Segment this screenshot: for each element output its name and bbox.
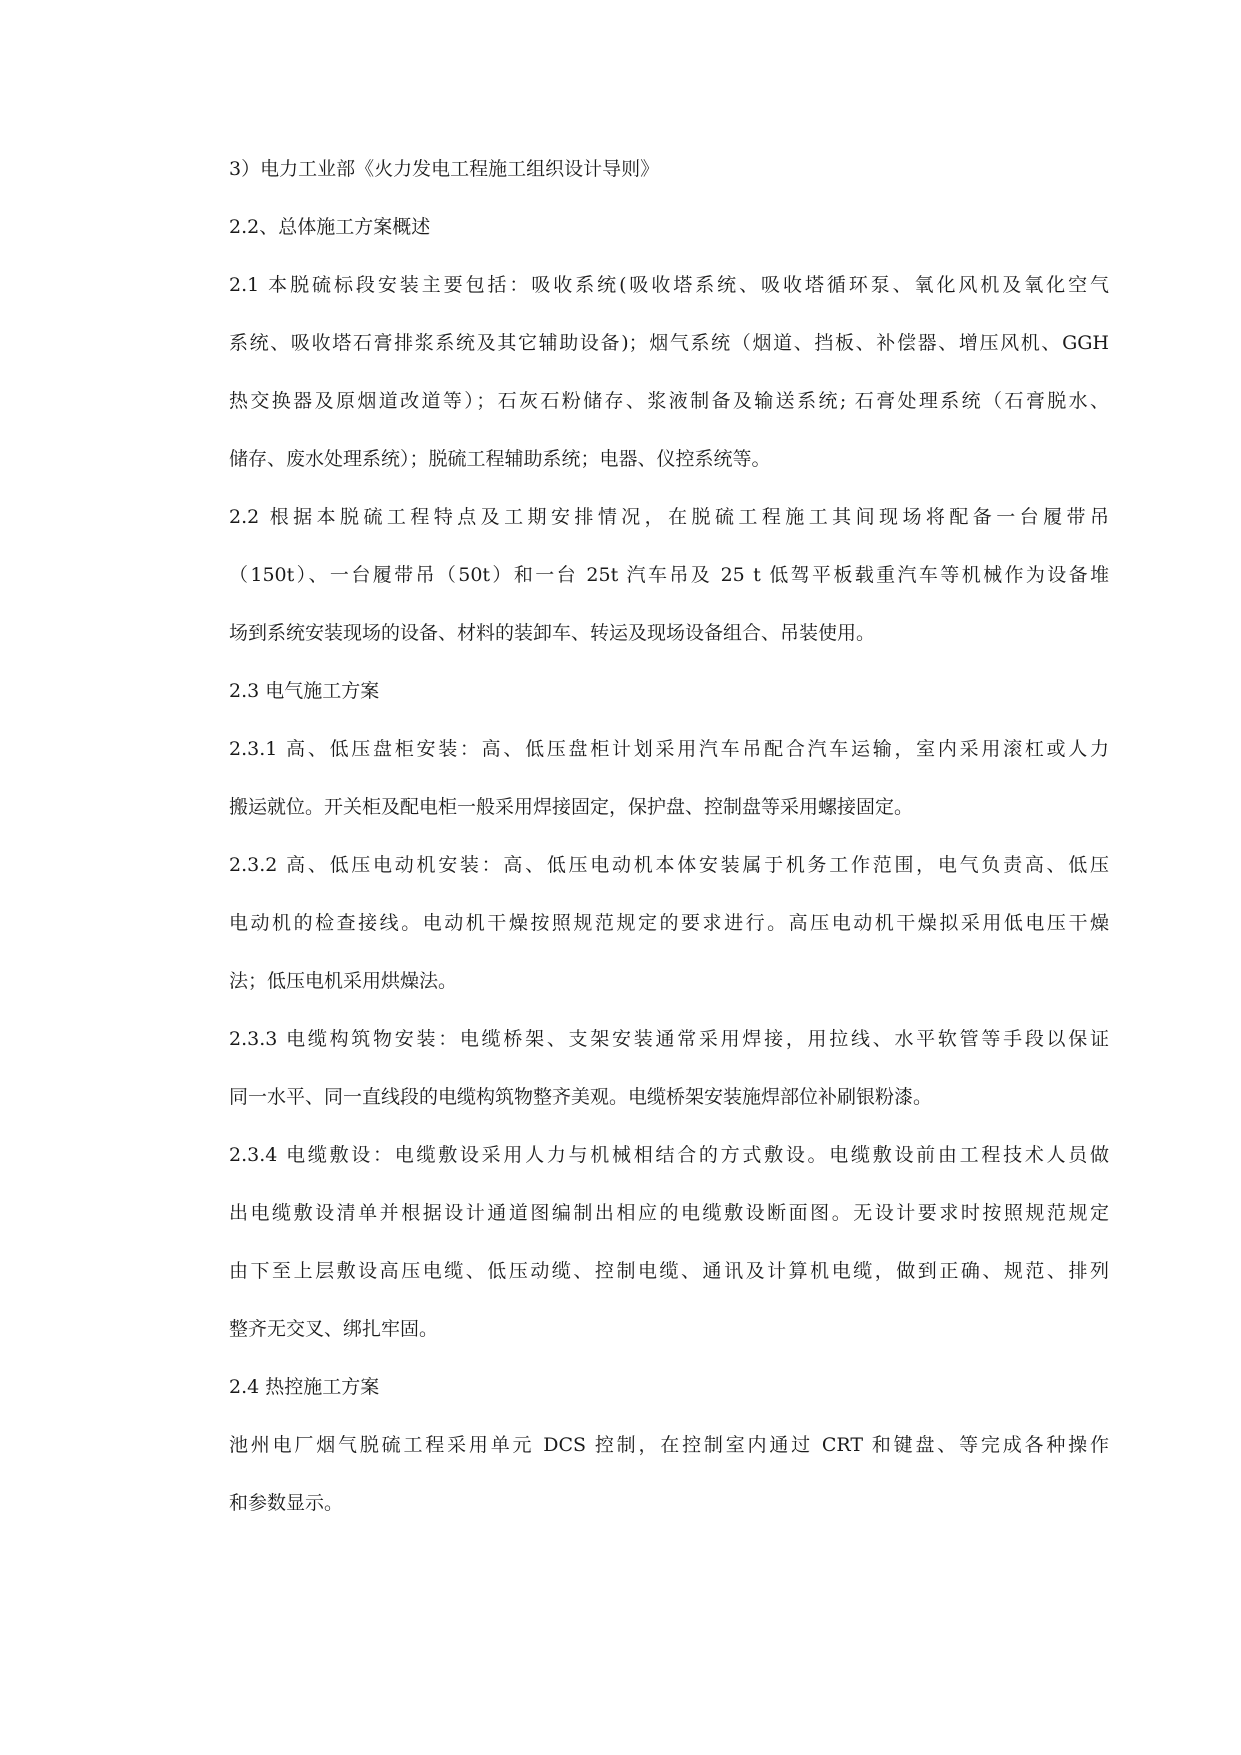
section-heading-2-4 [229,1375,1109,1433]
text-line: 场到系统安装现场的设备、材料的装卸车、转运及现场设备组合、吊装使用。 [229,622,876,644]
text-line: 搬运就位。开关柜及配电柜一般采用焊接固定，保护盘、控制盘等采用螺接固定。 [229,796,914,818]
text-line: 整齐无交叉、绑扎牢固。 [229,1318,439,1340]
text-line: 2.3.3 电缆构筑物安装：电缆桥架、支架安装通常采用焊接，用拉线、水平软管等手段以保证 [229,1028,1109,1050]
text-line: 2.3.2 高、低压电动机安装：高、低压电动机本体安装属于机务工作范围，电气负责高、低压 [229,854,1109,876]
text-line: 系统、吸收塔石膏排浆系统及其它辅助设备)；烟气系统（烟道、挡板、补偿器、增压风机、GGH [229,332,1109,354]
text-line: 池州电厂烟气脱硫工程采用单元 DCS 控制，在控制室内通过 CRT 和键盘、等完成各种操作 [229,1434,1109,1456]
document-body [229,157,1109,1549]
text-line: 2.3.4 电缆敷设：电缆敷设采用人力与机械相结合的方式敷设。电缆敷设前由工程技术人员做 [229,1144,1109,1166]
text-line: 热交换器及原烟道改道等）；石灰石粉储存、浆液制备及输送系统; 石膏处理系统（石膏脱水、 [229,390,1109,412]
paragraph-2-2 [229,505,1109,679]
text-line: 同一水平、同一直线段的电缆构筑物整齐美观。电缆桥架安装施焊部位补刷银粉漆。 [229,1086,933,1108]
text-line: 由下至上层敷设高压电缆、低压动缆、控制电缆、通讯及计算机电缆，做到正确、规范、排列 [229,1260,1109,1282]
text-line: 法；低压电机采用烘燥法。 [229,970,458,992]
paragraph-2-4 [229,1433,1109,1549]
text-line: 电动机的检查接线。电动机干燥按照规范规定的要求进行。高压电动机干燥拟采用低电压干燥 [229,912,1109,934]
paragraph-2-3-4 [229,1143,1109,1375]
text-line: 2.2 根据本脱硫工程特点及工期安排情况，在脱硫工程施工其间现场将配备一台履带吊 [229,506,1109,528]
section-heading-2-2 [229,215,1109,273]
text-line: 和参数显示。 [229,1492,344,1514]
text-line: 3）电力工业部《火力发电工程施工组织设计导则》 [229,158,660,180]
paragraph-2-3-2 [229,853,1109,1027]
text-line: 储存、废水处理系统）；脱硫工程辅助系统；电器、仪控系统等。 [229,448,771,470]
text-line: 2.3.1 高、低压盘柜安装：高、低压盘柜计划采用汽车吊配合汽车运输，室内采用滚杠或人力 [229,738,1109,760]
text-line: 2.1 本脱硫标段安装主要包括：吸收系统(吸收塔系统、吸收塔循环泵、氧化风机及氧化空气 [229,274,1109,296]
section-heading-2-3 [229,679,1109,737]
reference-item-3 [229,157,1109,215]
text-line: 出电缆敷设清单并根据设计通道图编制出相应的电缆敷设断面图。无设计要求时按照规范规定 [229,1202,1109,1224]
heading-text: 2.2、总体施工方案概述 [229,216,431,238]
paragraph-2-3-1 [229,737,1109,853]
heading-text: 2.4 热控施工方案 [229,1376,380,1398]
paragraph-2-1 [229,273,1109,505]
heading-text: 2.3 电气施工方案 [229,680,380,702]
paragraph-2-3-3 [229,1027,1109,1143]
text-line: （150t）、一台履带吊（50t）和一台 25t 汽车吊及 25 t 低驾平板载重汽车等机械作为设备堆 [229,564,1109,586]
